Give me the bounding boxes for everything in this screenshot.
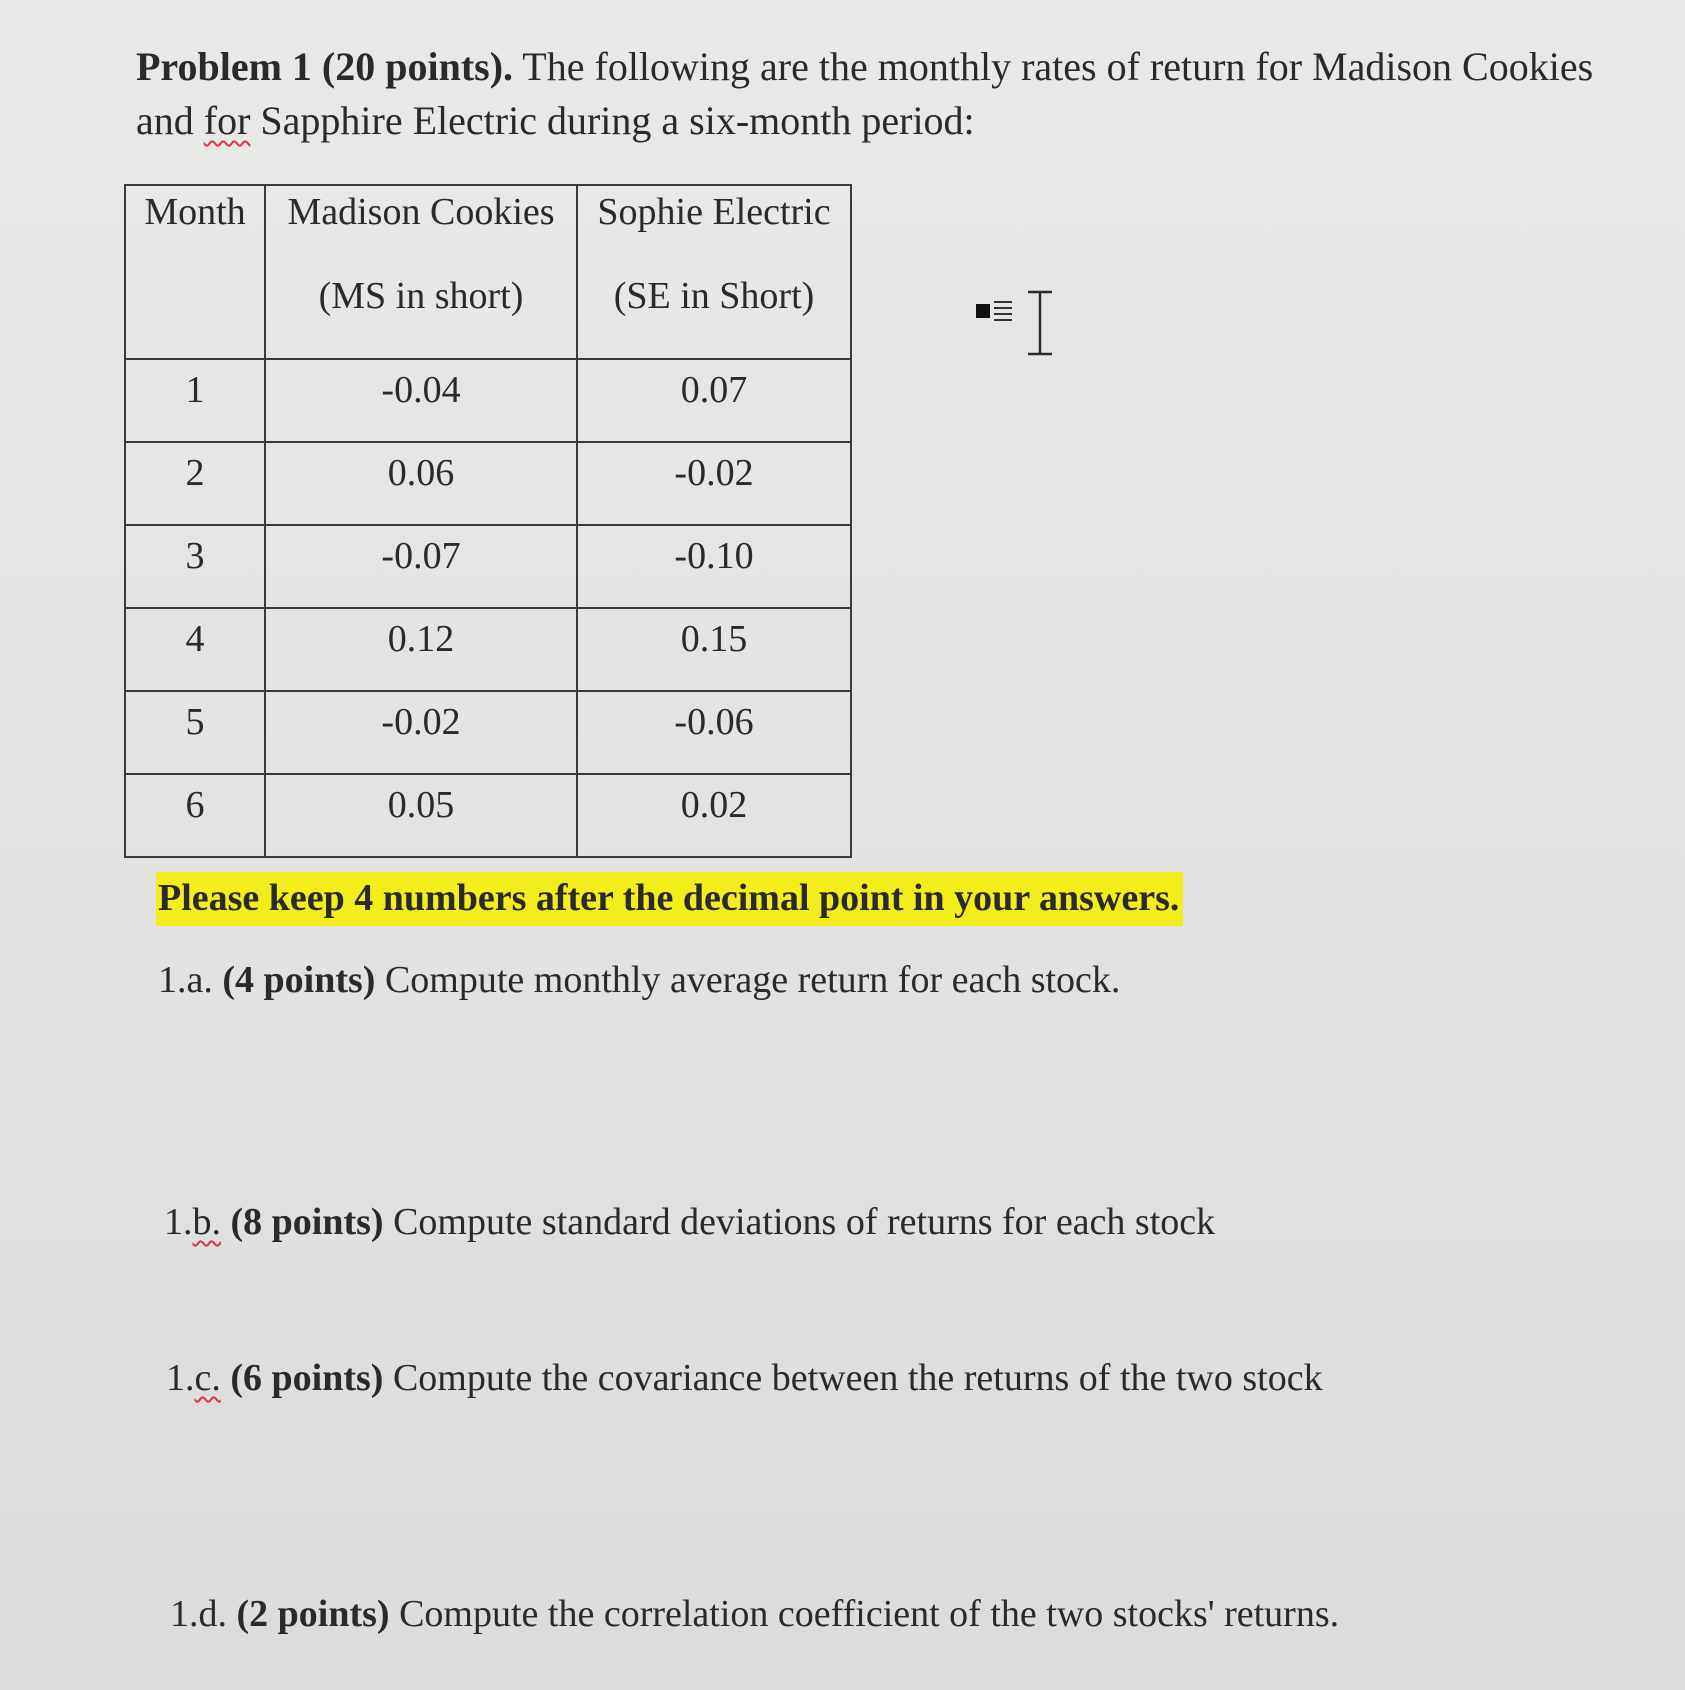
- cell-ms: 0.12: [265, 608, 577, 691]
- spellcheck-word: for: [203, 98, 251, 143]
- table-row: [125, 525, 851, 608]
- cell-month: 5: [125, 691, 265, 774]
- cell-month: 1: [125, 359, 265, 442]
- intro-text-1: The following are the monthly rates of return for Madison Cookies and: [136, 44, 1594, 143]
- header-madison-cookies: Madison Cookies (MS in short): [265, 185, 577, 359]
- cursor-area: [974, 290, 1070, 358]
- cell-ms: 0.05: [265, 774, 577, 857]
- question-1b: 1.b. (8 points) Compute standard deviations of returns for each stock: [164, 1201, 1216, 1243]
- cell-month: 2: [125, 442, 265, 525]
- cell-month: 6: [125, 774, 265, 857]
- text-cursor-icon: [1020, 290, 1060, 358]
- cell-month: 4: [125, 608, 265, 691]
- table-row: [125, 691, 851, 774]
- intro-text-2: Sapphire Electric during a six-month period:: [250, 98, 975, 143]
- cell-ms: -0.04: [265, 359, 577, 442]
- decimal-note: Please keep 4 numbers after the decimal point in your answers.: [156, 872, 1183, 926]
- cell-se: 0.07: [577, 359, 851, 442]
- cell-ms: -0.02: [265, 691, 577, 774]
- header-sophie-electric: Sophie Electric (SE in Short): [577, 185, 851, 359]
- question-1d: 1.d. (2 points) Compute the correlation coefficient of the two stocks' returns.: [170, 1593, 1340, 1635]
- cell-se: -0.10: [577, 525, 851, 608]
- problem-intro: [136, 40, 1656, 148]
- cell-se: 0.02: [577, 774, 851, 857]
- cell-month: 3: [125, 525, 265, 608]
- problem-heading: Problem 1 (20 points).: [136, 44, 514, 89]
- table-row: [125, 774, 851, 857]
- table-row: [125, 608, 851, 691]
- table-row: [125, 442, 851, 525]
- cell-ms: -0.07: [265, 525, 577, 608]
- table-header-row: [125, 185, 851, 359]
- table-row: [125, 359, 851, 442]
- question-1c: 1.c. (6 points) Compute the covariance between the returns of the two stock: [166, 1357, 1323, 1399]
- cell-se: 0.15: [577, 608, 851, 691]
- cell-se: -0.06: [577, 691, 851, 774]
- cell-se: -0.02: [577, 442, 851, 525]
- question-1a: 1.a. (4 points) Compute monthly average return for each stock.: [158, 959, 1121, 1001]
- cell-ms: 0.06: [265, 442, 577, 525]
- returns-table: [124, 184, 852, 858]
- header-month: Month: [125, 185, 265, 359]
